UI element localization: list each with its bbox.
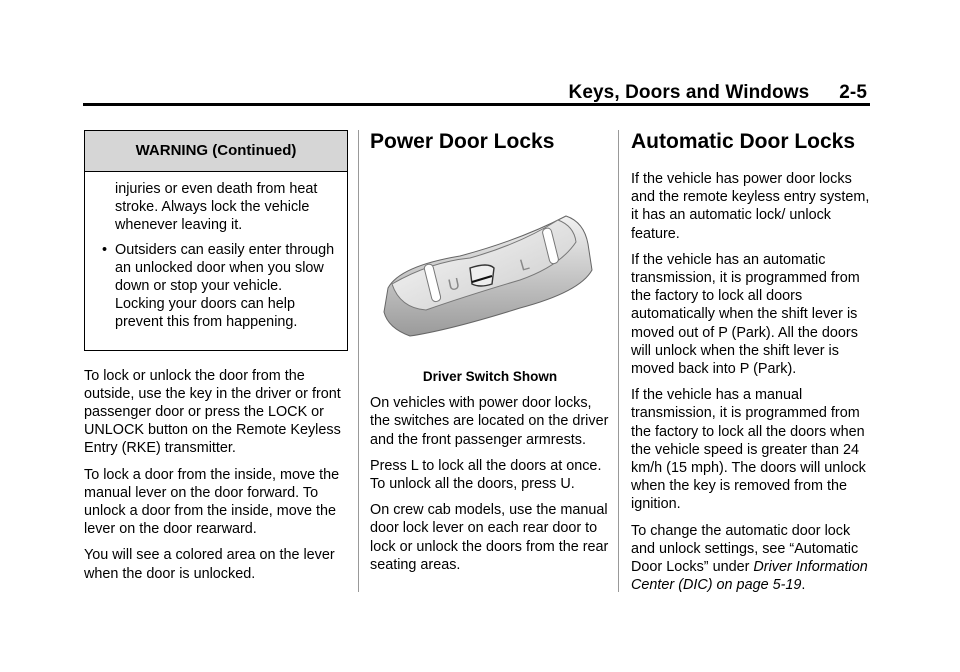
right-column: [631, 130, 871, 602]
right-paragraph: If the vehicle has an automatic transmission, it is programmed from the factory to lock all doors automatically when the shift lever is moved out of P (Park). All the doors will unlock when the shift lever is moved back into P (Park).: [631, 251, 860, 378]
warning-body: [85, 172, 347, 350]
middle-paragraph: Press L to lock all the doors at once. To unlock all the doors, press U.: [370, 457, 602, 493]
right-paragraph: If the vehicle has power door locks and the remote keyless entry system, it has an automatic lock/ unlock feature.: [631, 171, 870, 242]
door-lock-switch-icon: [370, 180, 606, 350]
figure-caption: Driver Switch Shown: [422, 369, 558, 384]
unlock-label: U: [446, 275, 462, 295]
middle-paragraph: On crew cab models, use the manual door lock lever on each rear door to lock or unlock the doors from the rear seating areas.: [370, 502, 609, 573]
reference-intro: To change the automatic door lock and unlock settings, see “Automatic Door Locks” under: [631, 522, 859, 576]
warning-bullet: [102, 241, 335, 332]
column-divider: [358, 130, 359, 592]
left-paragraph: To lock a door from the inside, move the manual lever on the door forward. To unlock a door from the inside, move the lever on the door rearward.: [84, 466, 340, 538]
column-divider: [618, 130, 619, 592]
header-rule: [83, 103, 870, 106]
driver-switch-illustration: [370, 180, 606, 350]
power-door-locks-heading: Power Door Locks: [370, 130, 555, 153]
warning-bullet-text: Outsiders can easily enter through an unlocked door when you slow down or stop your vehicle. Locking your doors can help prevent this from happening.: [115, 241, 335, 331]
section-title: Keys, Doors and Windows: [568, 82, 810, 103]
left-column: [84, 130, 350, 591]
page-header: [569, 82, 867, 104]
automatic-door-locks-heading: Automatic Door Locks: [631, 130, 856, 153]
page-number: 2-5: [839, 82, 867, 103]
warning-continued-text: injuries or even death from heat stroke. Always lock the vehicle whenever leaving it.: [115, 181, 318, 234]
dic-page-reference[interactable]: Driver Information Center (DIC) on page 5-19: [631, 559, 868, 594]
lock-label: L: [518, 255, 532, 275]
warning-title: WARNING (Continued): [85, 131, 347, 172]
warning-box: [84, 130, 348, 351]
left-paragraph: To lock or unlock the door from the outside, use the key in the driver or front passenger door or press the LOCK or UNLOCK button on the Remote Keyless Entry (RKE) transmitter.: [84, 367, 341, 457]
right-paragraph: If the vehicle has a manual transmission, it is programmed from the factory to lock all the doors when the vehicle speed is greater than 24 km/h (15 mph). The doors will unlock when the key is removed from the ignition.: [631, 387, 866, 513]
right-paragraph-dic-reference: [631, 522, 871, 595]
middle-paragraph: On vehicles with power door locks, the switches are located on the driver and the front passenger armrests.: [370, 395, 609, 448]
left-paragraph: You will see a colored area on the lever when the door is unlocked.: [84, 547, 335, 582]
middle-column: [370, 130, 610, 582]
reference-period: .: [801, 577, 806, 594]
bullet-icon: •: [102, 241, 108, 258]
